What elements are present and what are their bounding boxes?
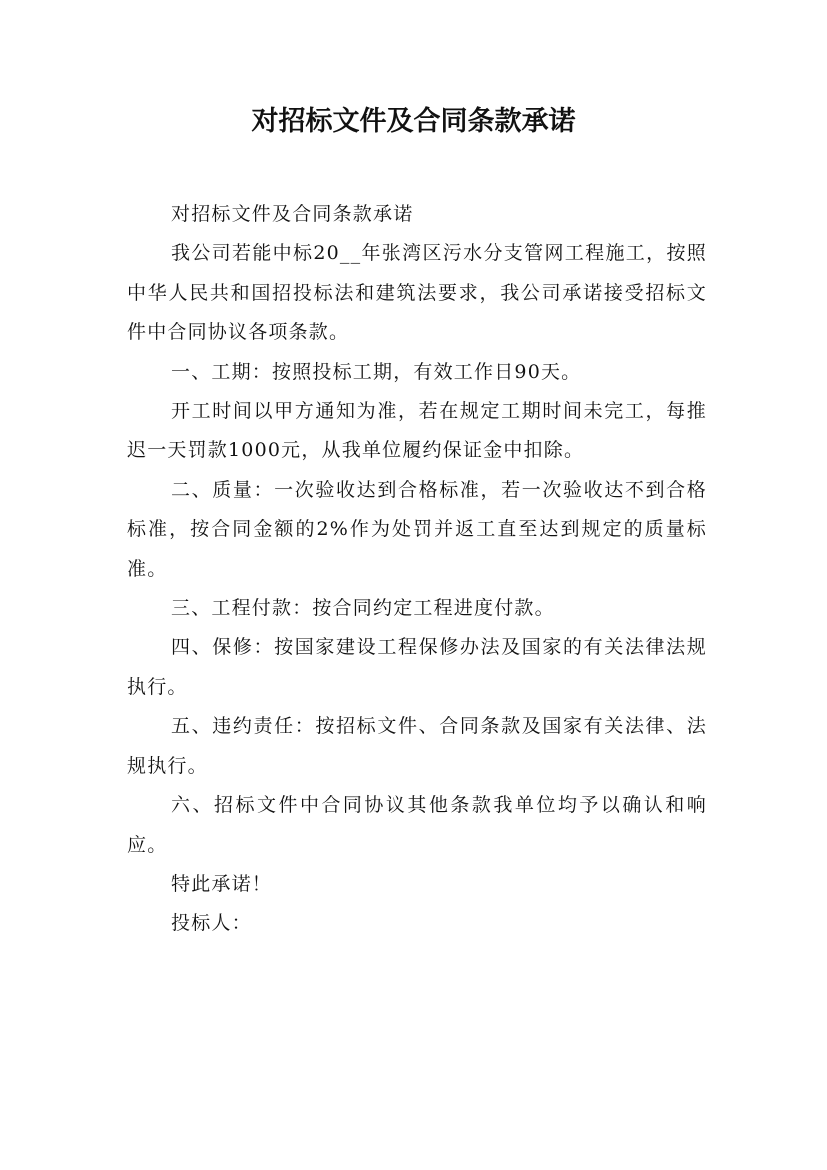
document-title: 对招标文件及合同条款承诺 (251, 106, 576, 137)
paragraph-subtitle: 对招标文件及合同条款承诺 (171, 203, 414, 225)
paragraph-quality: 二、质量：一次验收达到合格标准，若一次验收达不到合格标准，按合同金额的2%作为处罚并返工直至达到规定的质量标准。 (127, 478, 707, 580)
paragraph-closing: 特此承诺！ (171, 872, 273, 895)
document-body (127, 195, 707, 944)
paragraph-schedule: 一、工期：按照投标工期，有效工作日90天。 (171, 360, 582, 383)
paragraph-commitment-intro: 我公司若能中标20__年张湾区污水分支管网工程施工，按照中华人民共和国招投标法和建筑法要求，我公司承诺接受招标文件中合同协议各项条款。 (127, 242, 707, 344)
paragraph-bidder: 投标人： (171, 912, 252, 935)
paragraph-other-terms: 六、招标文件中合同协议其他条款我单位均予以确认和响应。 (127, 794, 707, 856)
paragraph-penalty: 开工时间以甲方通知为准，若在规定工期时间未完工，每推迟一天罚款1000元，从我单位履约保证金中扣除。 (127, 400, 707, 462)
paragraph-payment: 三、工程付款：按合同约定工程进度付款。 (171, 597, 555, 620)
paragraph-warranty: 四、保修：按国家建设工程保修办法及国家的有关法律法规执行。 (127, 636, 707, 698)
paragraph-liability: 五、违约责任：按招标文件、合同条款及国家有关法律、法规执行。 (127, 715, 707, 777)
